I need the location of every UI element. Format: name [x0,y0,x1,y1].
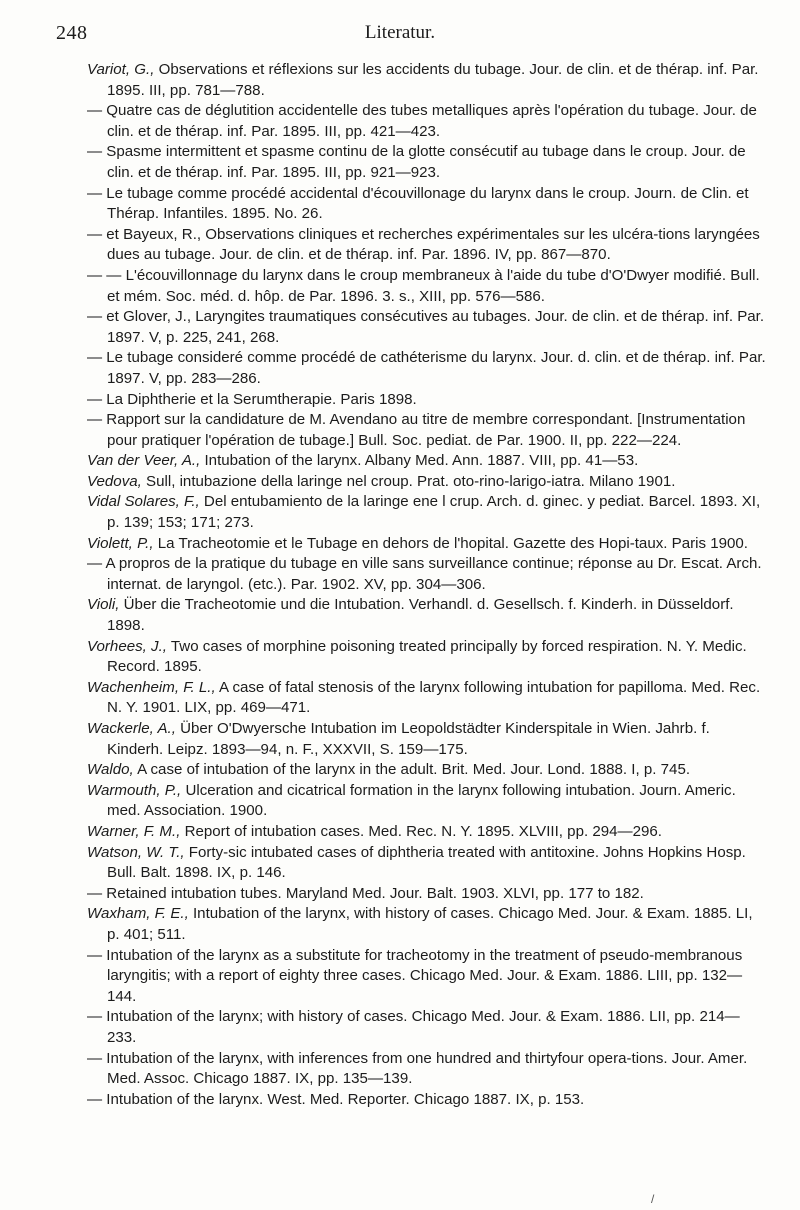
entry-text: — Quatre cas de déglutition accidentelle des tubes metalliques après l'opération du tubage. Jour. de clin. et de thérap. inf. Par. 1895. III, pp. 421—423. [87,102,757,140]
entry-text: Observations et réflexions sur les accidents du tubage. Jour. de clin. et de thérap. inf. Par. 1895. III, pp. 781—788. [107,61,759,99]
entry-text: Sull, intubazione della laringe nel croup. Prat. oto-rino-larigo-iatra. Milano 1901. [141,472,676,490]
entry-author: Vedova, [87,472,142,490]
entry-text: Del entubamiento de la laringe ene l crup. Arch. d. ginec. y pediat. Barcel. 1893. XI, p. 139; 153; 171; 273. [107,493,761,532]
bibliography-entry [87,492,767,533]
entry-text: A case of intubation of the larynx in the adult. Brit. Med. Jour. Lond. 1888. I, p. 745. [133,761,691,779]
bibliography-entry [87,307,767,348]
entry-text: — Rapport sur la candidature de M. Avendano au titre de membre correspondant. [Instrumentation pour pratiquer l'opération de tubage.] Bull. Soc. pediat. de Par. 1900. II, pp. 222—224. [87,411,746,449]
entry-text: — Retained intubation tubes. Maryland Med. Jour. Balt. 1903. XLVI, pp. 177 to 182. [87,884,644,902]
entry-text: La Tracheotomie et le Tubage en dehors de l'hopital. Gazette des Hopi-taux. Paris 1900. [153,534,748,552]
entry-text: — A propros de la pratique du tubage en ville sans surveillance continue; réponse au Dr. Escat. Arch. internat. de laryngol. (etc.). Par. 1902. XV, pp. 304—306. [87,555,762,593]
entry-text: Ulceration and cicatrical formation in the larynx following intubation. Journ. Americ. med. Association. 1900. [107,781,736,820]
entry-text: Intubation of the larynx. Albany Med. Ann. 1887. VIII, pp. 41—53. [200,452,639,470]
bibliography-entry [87,1090,767,1111]
entry-author: Violi, [87,596,120,614]
bibliography-entry [87,595,767,636]
entry-author: Warmouth, P., [87,781,182,799]
entry-author: Van der Veer, A., [87,452,201,470]
entry-text: — Intubation of the larynx; with history of cases. Chicago Med. Jour. & Exam. 1886. LII, pp. 214—233. [87,1008,740,1046]
bibliography-entry [87,554,767,595]
entry-author: Vorhees, J., [87,637,167,655]
bibliography-entry [87,534,767,555]
bibliography-entry [87,678,767,719]
entry-text: — Intubation of the larynx. West. Med. Reporter. Chicago 1887. IX, p. 153. [87,1090,585,1108]
page-header [0,22,800,48]
bibliography-entry [87,410,767,451]
entry-text: A case of fatal stenosis of the larynx following intubation for papilloma. Med. Rec. N. Y. 1901. LIX, pp. 469—471. [107,678,761,717]
entry-text: — Le tubage comme procédé accidental d'écouvillonage du larynx dans le croup. Journ. de Clin. et Thérap. Infantiles. 1895. No. 26. [87,184,749,223]
entry-text: — — L'écouvillonnage du larynx dans le croup membraneux à l'aide du tube d'O'Dwyer modifié. Bull. et mém. Soc. méd. d. hôp. de Par. 1896. 3. s., XIII, pp. 576—586. [87,266,760,305]
entry-text: — et Bayeux, R., Observations cliniques et recherches expérimentales sur les ulcéra-tions laryngées dues au tubage. Jour. de clin. et de thérap. inf. Par. 1896. IV, pp. 867—870. [87,225,760,264]
stray-mark: / [651,1192,655,1206]
bibliography-entry [87,60,767,101]
entry-author: Waldo, [87,761,134,779]
entry-text: Report of intubation cases. Med. Rec. N. Y. 1895. XLVIII, pp. 294—296. [180,822,663,840]
entry-text: — Spasme intermittent et spasme continu de la glotte consécutif au tubage dans le croup. Jour. de clin. et de thérap. inf. Par. 1895. III, pp. 921—923. [87,143,746,181]
entry-text: Über die Tracheotomie und die Intubation. Verhandl. d. Gesellsch. f. Kinderh. in Düsseldorf. 1898. [107,596,734,635]
entry-author: Vidal Solares, F., [87,493,200,511]
entry-author: Waxham, F. E., [87,905,189,923]
bibliography-entry [87,184,767,225]
entry-author: Warner, F. M., [87,822,181,840]
bibliography-entry [87,390,767,411]
running-title: Literatur. [364,22,436,43]
bibliography-entry [87,946,767,1008]
entry-text: — Intubation of the larynx, with inferences from one hundred and thirtyfour opera-tions. Jour. Amer. Med. Assoc. Chicago 1887. IX, pp. 135—139. [87,1049,748,1088]
bibliography-entry [87,760,767,781]
page-number: 248 [56,22,88,44]
entry-text: Forty-sic intubated cases of diphtheria treated with antitoxine. Johns Hopkins Hosp. Bull. Balt. 1898. IX, p. 146. [107,843,746,882]
bibliography-entry [87,1049,767,1090]
bibliography-entry [87,904,767,945]
bibliography-entry [87,637,767,678]
entry-text: — Intubation of the larynx as a substitute for tracheotomy in the treatment of pseudo-membranous laryngitis; with a report of eighty three cases. Chicago Med. Jour. & Exam. 1886. LIII, pp. 132—144. [87,946,743,1005]
bibliography-entry [87,451,767,472]
bibliography-entry [87,843,767,884]
entry-text: — La Diphtherie et la Serumtherapie. Paris 1898. [87,390,417,408]
entry-text: — Le tubage consideré comme procédé de cathéterisme du larynx. Jour. d. clin. et de thérap. inf. Par. 1897. V, pp. 283—286. [87,349,766,387]
entry-author: Watson, W. T., [87,843,185,861]
entry-author: Wackerle, A., [87,720,176,737]
bibliography-entry [87,348,767,389]
bibliography-entry [87,1007,767,1048]
entry-text: Über O'Dwyersche Intubation im Leopoldstädter Kinderspitale in Wien. Jahrb. f. Kinderh. Leipz. 1893—94, n. F., XXXVII, S. 159—175. [107,720,710,758]
entry-author: Wachenheim, F. L., [87,678,216,696]
entry-author: Variot, G., [87,61,155,78]
bibliography-entry [87,225,767,266]
bibliography-entry [87,101,767,142]
bibliography-entry [87,822,767,843]
entry-text: Two cases of morphine poisoning treated principally by forced respiration. N. Y. Medic. Record. 1895. [107,637,747,676]
bibliography-entry [87,884,767,905]
entry-text: — et Glover, J., Laryngites traumatiques consécutives au tubages. Jour. de clin. et de thérap. inf. Par. 1897. V, p. 225, 241, 268. [87,308,765,346]
bibliography-list [87,60,767,1110]
bibliography-entry [87,142,767,183]
bibliography-entry [87,266,767,307]
entry-text: Intubation of the larynx, with history of cases. Chicago Med. Jour. & Exam. 1885. LI, p. 401; 511. [107,905,753,943]
bibliography-entry [87,719,767,760]
bibliography-entry [87,472,767,493]
entry-author: Violett, P., [87,534,154,552]
bibliography-entry [87,781,767,822]
